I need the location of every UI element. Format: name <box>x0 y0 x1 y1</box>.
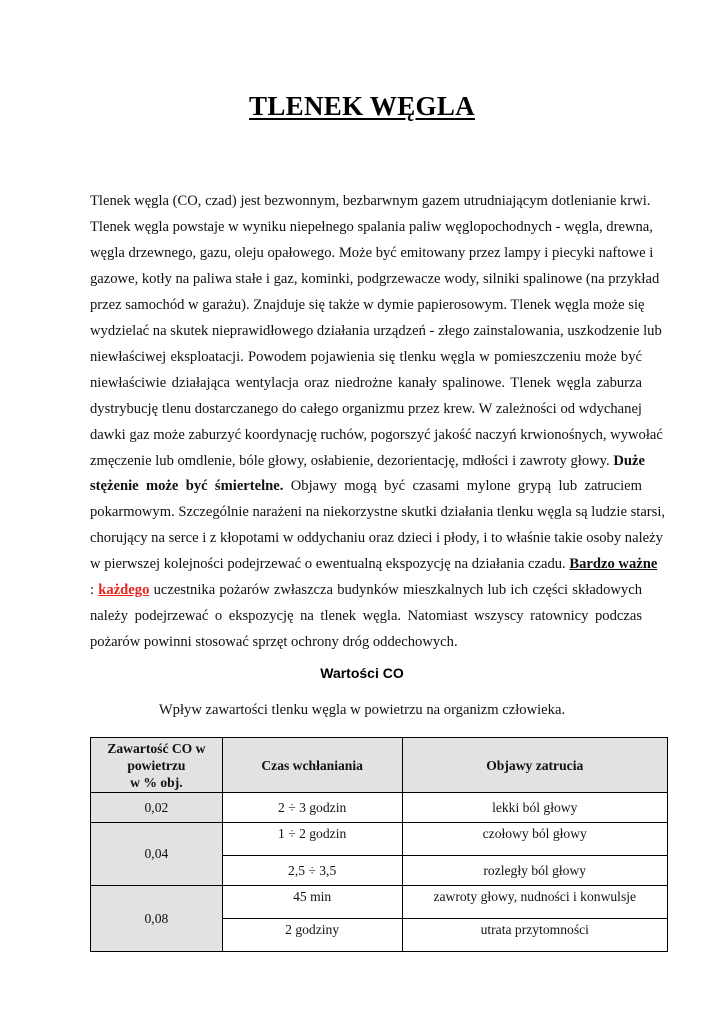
paragraph-text: w pierwszej kolejności podejrzewać o ewentualną ekspozycję na działania czadu. <box>90 556 570 573</box>
symptoms-cell: rozległy ból głowy <box>402 856 668 886</box>
warning-bold-text: Duże <box>613 452 645 469</box>
paragraph-line: dawki gaz może zaburzyć koordynację ruchów, pogorszyć jakość naczyń krwionośnych, wywołać <box>90 426 663 443</box>
symptoms-cell: zawroty głowy, nudności i konwulsje <box>402 886 668 919</box>
section-heading: Wartości CO <box>320 665 404 681</box>
document-title-text: TLENEK WĘGLA <box>249 91 475 121</box>
paragraph-line: gazowe, kotły na paliwa stałe i gaz, kominki, podgrzewacze wody, silniki spalinowe (na przykład <box>90 270 660 287</box>
header-time: Czas wchłaniania <box>222 738 402 793</box>
paragraph-line: pokarmowym. Szczególnie narażeni na niekorzystne skutki działania tlenku węgla są ludzie starsi, <box>90 504 666 521</box>
paragraph-line: chorujący na serce i z kłopotami w oddychaniu oraz dzieci i płody, i to właśnie takie osoby należy <box>90 530 663 547</box>
co-values-table <box>90 737 668 952</box>
paragraph-line: węgla drzewnego, gazu, oleju opałowego. Może być emitowany przez lampy i piecyki naftowe i <box>90 244 654 261</box>
emphasis-red-word: każdego <box>98 582 150 599</box>
concentration-cell: 0,08 <box>91 886 223 952</box>
table-row <box>91 823 668 856</box>
paragraph-line: niewłaściwej eksploatacji. Powodem pojawienia się tlenku węgla w pomieszczeniu może być <box>90 348 642 365</box>
header-symptoms: Objawy zatrucia <box>402 738 668 793</box>
paragraph-line: wydzielać na skutek nieprawidłowego działania urządzeń - złego zainstalowania, uszkodzenie lub <box>90 322 662 339</box>
symptoms-cell: lekki ból głowy <box>402 793 668 823</box>
warning-bold-text: stężenie może być śmiertelne. <box>90 478 284 495</box>
paragraph-line: pożarów powinni stosować sprzęt ochrony dróg oddechowych. <box>90 634 458 651</box>
table-row <box>91 886 668 919</box>
paragraph-line: Tlenek węgla powstaje w wyniku niepełnego spalania paliw węglopochodnych - węgla, drewna, <box>90 218 653 235</box>
important-note-label: Bardzo ważne <box>569 556 658 573</box>
concentration-cell: 0,04 <box>91 823 223 886</box>
paragraph-text: zmęczenie lub omdlenie, bóle głowy, osłabienie, dezorientację, mdłości i zawroty głowy. <box>90 452 614 469</box>
table-header-row <box>91 738 668 793</box>
paragraph-text: uczestnika pożarów zwłaszcza budynków mieszkalnych lub ich części składowych <box>149 582 643 599</box>
header-concentration-line: w % obj. <box>130 774 183 790</box>
time-cell: 2,5 ÷ 3,5 <box>222 856 402 886</box>
header-concentration <box>91 738 223 793</box>
paragraph-line <box>90 449 645 475</box>
paragraph-line <box>90 552 658 578</box>
paragraph-line: Tlenek węgla (CO, czad) jest bezwonnym, bezbarwnym gazem utrudniającym dotlenianie krwi. <box>90 193 651 209</box>
paragraph-line <box>90 578 642 604</box>
time-cell: 2 godziny <box>222 919 402 952</box>
symptoms-cell: utrata przytomności <box>402 919 668 952</box>
header-concentration-line: powietrzu <box>127 757 186 773</box>
time-cell: 45 min <box>222 886 402 919</box>
table-caption: Wpływ zawartości tlenku węgla w powietrzu na organizm człowieka. <box>158 702 566 718</box>
time-cell: 2 ÷ 3 godzin <box>222 793 402 823</box>
concentration-cell: 0,02 <box>91 793 223 823</box>
paragraph-text: : <box>90 582 99 599</box>
table-row <box>91 793 668 823</box>
time-cell: 1 ÷ 2 godzin <box>222 823 402 856</box>
header-concentration-line: Zawartość CO w <box>107 740 206 756</box>
paragraph-line: niewłaściwie działająca wentylacja oraz niedrożne kanały spalinowe. Tlenek węgla zaburza <box>90 374 642 391</box>
paragraph-line: dystrybucję tlenu dostarczanego do całego organizmu przez krew. W zależności od wdychanej <box>90 400 642 417</box>
intro-paragraph <box>90 189 666 656</box>
symptoms-cell: czołowy ból głowy <box>402 823 668 856</box>
paragraph-line: przez samochód w garażu). Znajduje się także w dymie papierosowym. Tlenek węgla może się <box>90 296 645 313</box>
document-title <box>0 91 724 122</box>
paragraph-line <box>90 474 642 500</box>
paragraph-line: należy podejrzewać o ekspozycję na tlenek węgla. Natomiast wszyscy ratownicy podczas <box>90 608 642 625</box>
paragraph-text: Objawy mogą być czasami mylone grypą lub zatruciem <box>283 478 643 495</box>
